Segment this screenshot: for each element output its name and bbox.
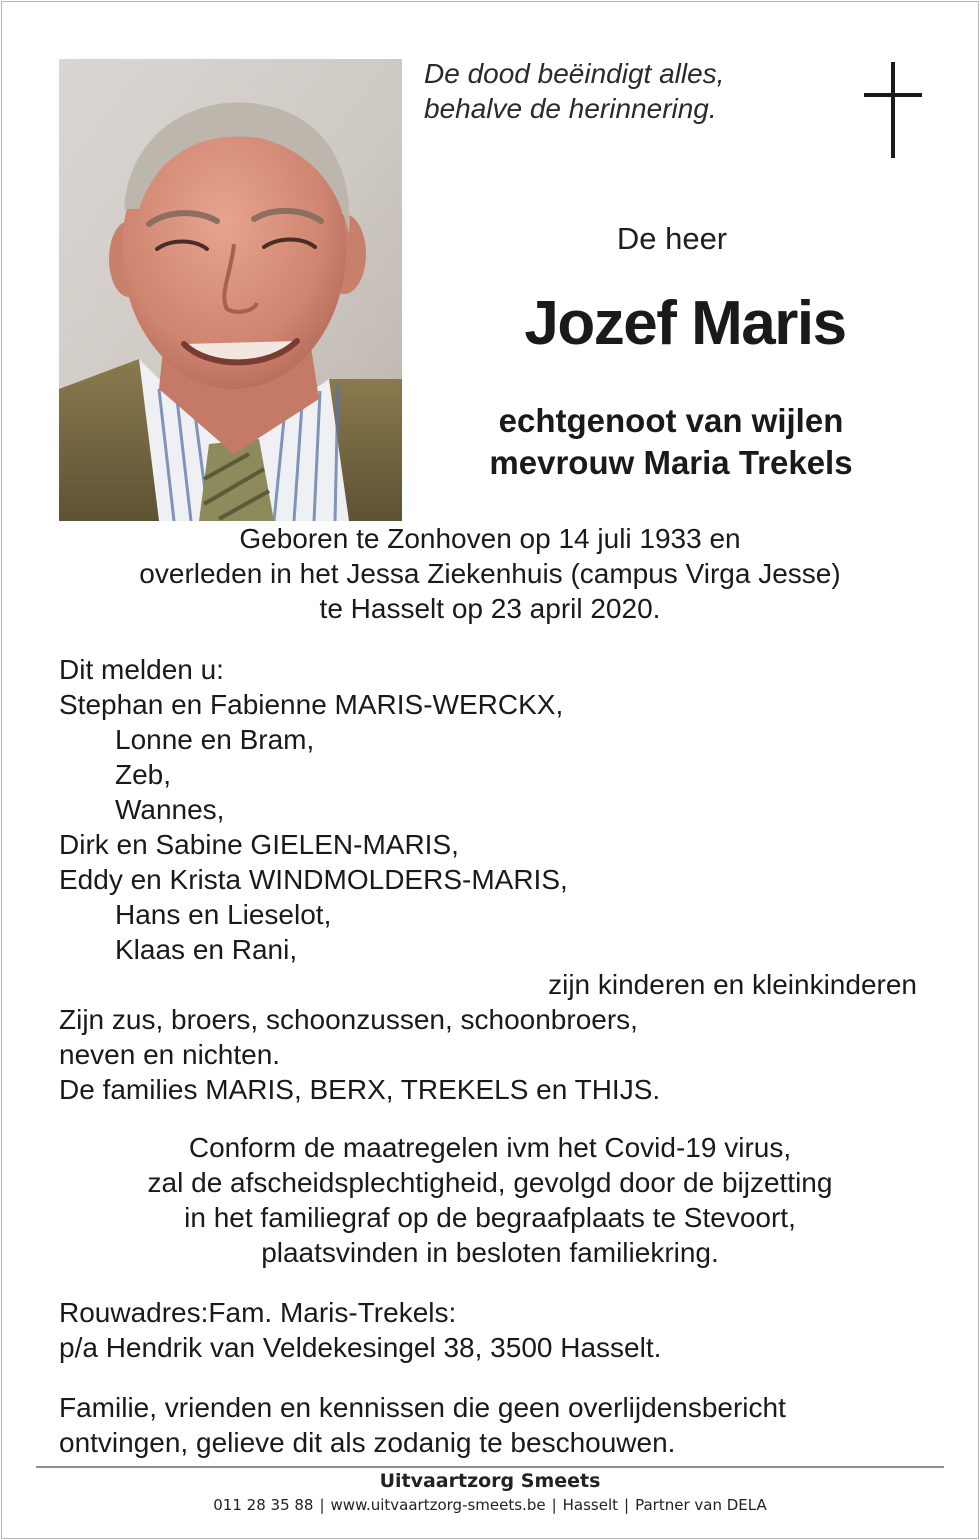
birth-death-line: Geboren te Zonhoven op 14 juli 1933 en bbox=[239, 523, 741, 554]
notice-text bbox=[59, 1390, 786, 1460]
funeral-company-name: Uitvaartzorg Smeets bbox=[379, 1470, 601, 1492]
family-announcement bbox=[59, 652, 939, 1107]
ceremony-line: Conform de maatregelen ivm het Covid-19 virus, bbox=[188, 1132, 792, 1163]
family-intro: Dit melden u: bbox=[59, 654, 224, 685]
grandchild: Lonne en Bram, bbox=[115, 724, 315, 755]
relatives-line: neven en nichten. bbox=[59, 1039, 281, 1070]
quote-line: De dood beëindigt alles, bbox=[424, 58, 725, 89]
company-website: www.uitvaartzorg-smeets.be bbox=[330, 1496, 546, 1514]
birth-death-line: te Hasselt op 23 april 2020. bbox=[319, 593, 661, 624]
family-member: Dirk en Sabine GIELEN-MARIS, bbox=[59, 829, 459, 860]
ceremony-line: in het familiegraf op de begraafplaats te Stevoort, bbox=[184, 1202, 796, 1233]
notice-line: Familie, vrienden en kennissen die geen overlijdensbericht bbox=[59, 1392, 786, 1423]
deceased-name: Jozef Maris bbox=[524, 289, 846, 358]
grandchild: Klaas en Rani, bbox=[115, 934, 298, 965]
salutation: De heer bbox=[616, 221, 728, 256]
cross-icon bbox=[864, 62, 922, 165]
ceremony-info bbox=[0, 1130, 980, 1270]
grandchild: Hans en Lieselot, bbox=[115, 899, 332, 930]
notice-line: ontvingen, gelieve dit als zodanig te beschouwen. bbox=[59, 1427, 676, 1458]
mourning-address bbox=[59, 1295, 661, 1365]
children-caption: zijn kinderen en kleinkinderen bbox=[548, 969, 917, 1000]
family-member: Eddy en Krista WINDMOLDERS-MARIS, bbox=[59, 864, 568, 895]
memorial-quote bbox=[424, 56, 724, 126]
spouse-line bbox=[440, 400, 902, 484]
footer-divider bbox=[36, 1466, 944, 1468]
portrait-photo bbox=[59, 59, 402, 521]
separator: | bbox=[551, 1496, 557, 1514]
birth-death-line: overleden in het Jessa Ziekenhuis (campus Virga Jesse) bbox=[139, 558, 841, 589]
grandchild: Wannes, bbox=[115, 794, 225, 825]
company-phone: 011 28 35 88 bbox=[213, 1496, 314, 1514]
company-city: Hasselt bbox=[562, 1496, 619, 1514]
address-line: p/a Hendrik van Veldekesingel 38, 3500 Hasselt. bbox=[59, 1332, 662, 1363]
grandchild: Zeb, bbox=[115, 759, 172, 790]
address-line: Rouwadres:Fam. Maris-Trekels: bbox=[59, 1297, 457, 1328]
spouse-line-text: mevrouw Maria Trekels bbox=[489, 444, 853, 481]
separator: | bbox=[319, 1496, 325, 1514]
separator: | bbox=[624, 1496, 630, 1514]
birth-death-info bbox=[0, 521, 980, 626]
spouse-line-text: echtgenoot van wijlen bbox=[498, 402, 844, 439]
funeral-company-info bbox=[0, 1496, 980, 1514]
relatives-line: Zijn zus, broers, schoonzussen, schoonbroers, bbox=[59, 1004, 638, 1035]
relatives-line: De families MARIS, BERX, TREKELS en THIJS. bbox=[59, 1074, 661, 1105]
ceremony-line: zal de afscheidsplechtigheid, gevolgd door de bijzetting bbox=[147, 1167, 833, 1198]
ceremony-line: plaatsvinden in besloten familiekring. bbox=[261, 1237, 719, 1268]
quote-line: behalve de herinnering. bbox=[424, 93, 717, 124]
family-member: Stephan en Fabienne MARIS-WERCKX, bbox=[59, 689, 564, 720]
company-partner: Partner van DELA bbox=[635, 1496, 767, 1514]
